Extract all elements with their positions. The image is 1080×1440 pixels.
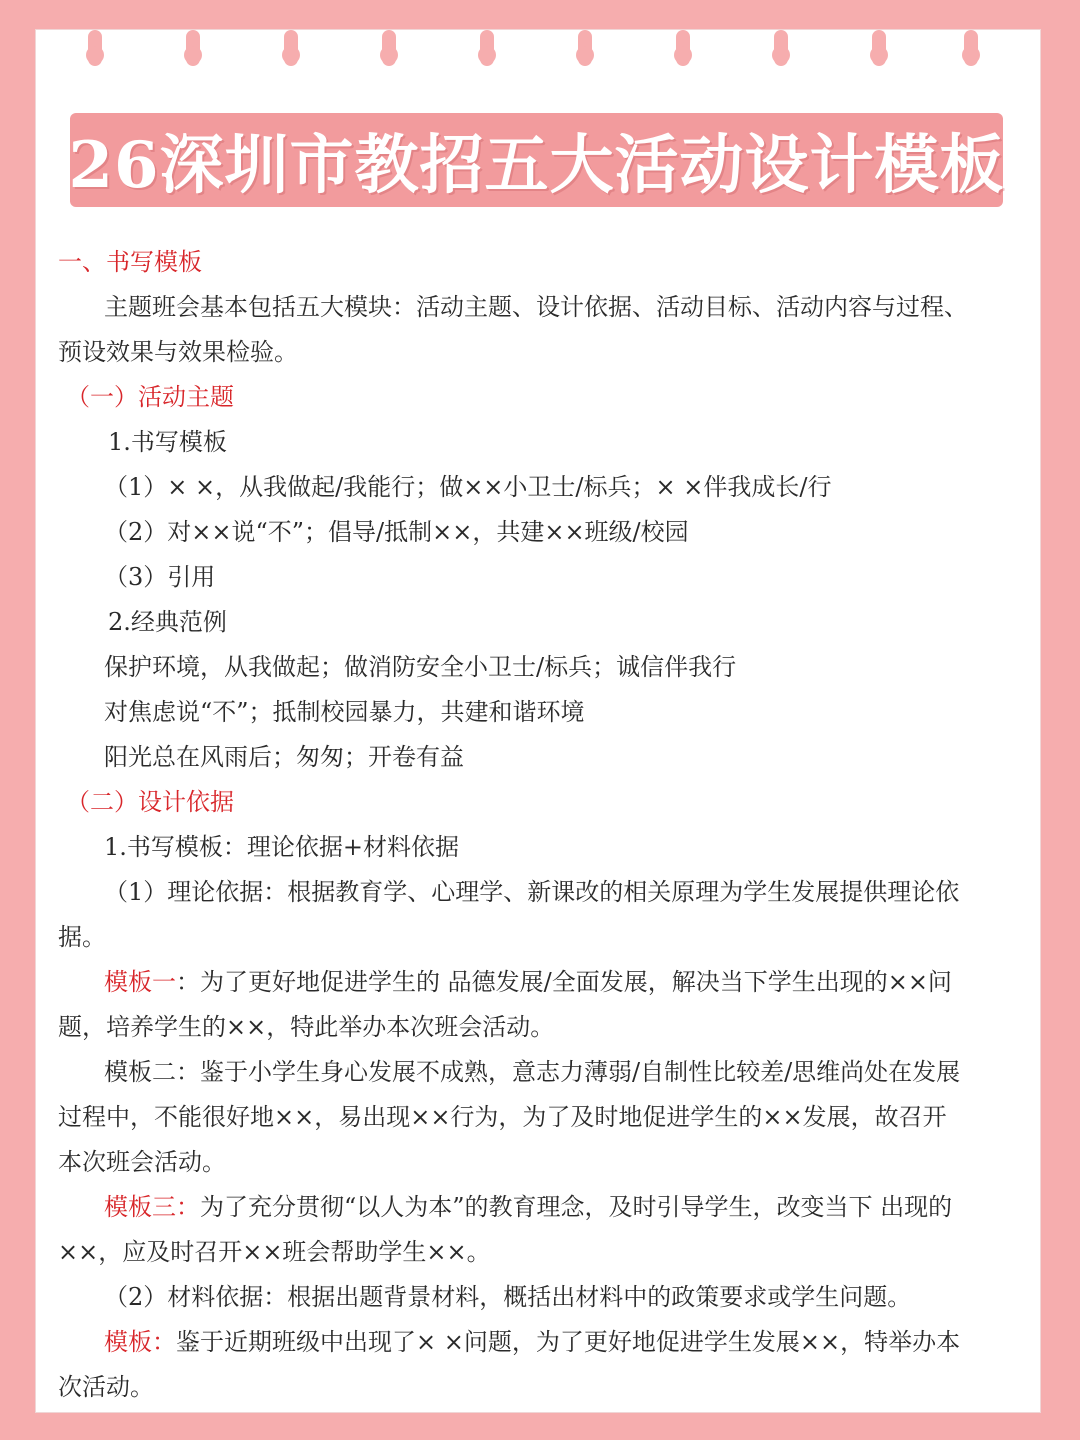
- binder-hole: [872, 30, 886, 66]
- template-text: ：为了更好地促进学生的 品德发展/全面发展，解决当下学生出现的××问: [176, 968, 952, 996]
- template-text: 鉴于近期班级中出现了× ×问题，为了更好地促进学生发展××，特举办本: [176, 1328, 961, 1356]
- template-one-line: [58, 960, 1023, 1005]
- binder-hole: [88, 30, 102, 66]
- paragraph-line: 过程中，不能很好地××，易出现××行为，为了及时地促进学生的××发展，故召开: [58, 1103, 947, 1131]
- binder-hole: [382, 30, 396, 66]
- template-label: 模板三：: [104, 1193, 200, 1221]
- paragraph-line: 2.经典范例: [108, 608, 227, 636]
- example-line: 保护环境，从我做起；做消防安全小卫士/标兵；诚信伴我行: [104, 653, 737, 681]
- document-body: [58, 240, 1023, 1410]
- paragraph-line: 1.书写模板：理论依据+材料依据: [104, 833, 460, 861]
- list-item: （3）引用: [104, 563, 216, 591]
- template-text: 为了充分贯彻“以人为本”的教育理念，及时引导学生，改变当下 出现的: [200, 1193, 953, 1221]
- example-line: 阳光总在风雨后；匆匆；开卷有益: [104, 743, 464, 771]
- binder-hole: [284, 30, 298, 66]
- page-title: 26深圳市教招五大活动设计模板: [68, 128, 1005, 203]
- list-item: （2）对××说“不”；倡导/抵制××，共建××班级/校园: [104, 518, 689, 546]
- paragraph-line: 预设效果与效果检验。: [58, 338, 298, 366]
- binder-hole: [578, 30, 592, 66]
- binder-hole: [480, 30, 494, 66]
- subsection-heading: （二）设计依据: [66, 788, 234, 816]
- paragraph-line: 据。: [58, 923, 106, 951]
- paragraph-line: （1）理论依据：根据教育学、心理学、新课改的相关原理为学生发展提供理论依: [104, 878, 960, 906]
- paragraph-line: 模板二：鉴于小学生身心发展不成熟，意志力薄弱/自制性比较差/思维尚处在发展: [104, 1058, 961, 1086]
- binder-hole: [964, 30, 978, 66]
- paragraph-line: 1.书写模板: [108, 428, 227, 456]
- subsection-heading: （一）活动主题: [66, 383, 234, 411]
- example-line: 对焦虑说“不”；抵制校园暴力，共建和谐环境: [104, 698, 585, 726]
- paragraph-line: 题，培养学生的××，特此举办本次班会活动。: [58, 1013, 555, 1041]
- template-three-line: [58, 1185, 1023, 1230]
- binder-hole: [186, 30, 200, 66]
- template-four-line: [58, 1320, 1023, 1365]
- paragraph-line: 本次班会活动。: [58, 1148, 226, 1176]
- template-label: 模板：: [104, 1328, 176, 1356]
- binder-holes: [0, 30, 1080, 80]
- section-heading: 一、书写模板: [58, 248, 202, 276]
- paragraph-line: 主题班会基本包括五大模块：活动主题、设计依据、活动目标、活动内容与过程、: [104, 293, 968, 321]
- template-label: 模板一: [104, 968, 176, 996]
- paragraph-line: ××，应及时召开××班会帮助学生××。: [58, 1238, 491, 1266]
- binder-hole: [676, 30, 690, 66]
- paragraph-line: 次活动。: [58, 1373, 154, 1401]
- title-banner: [70, 113, 1003, 207]
- binder-hole: [774, 30, 788, 66]
- paragraph-line: （2）材料依据：根据出题背景材料，概括出材料中的政策要求或学生问题。: [104, 1283, 912, 1311]
- list-item: （1）× ×，从我做起/我能行；做××小卫士/标兵；× ×伴我成长/行: [104, 473, 832, 501]
